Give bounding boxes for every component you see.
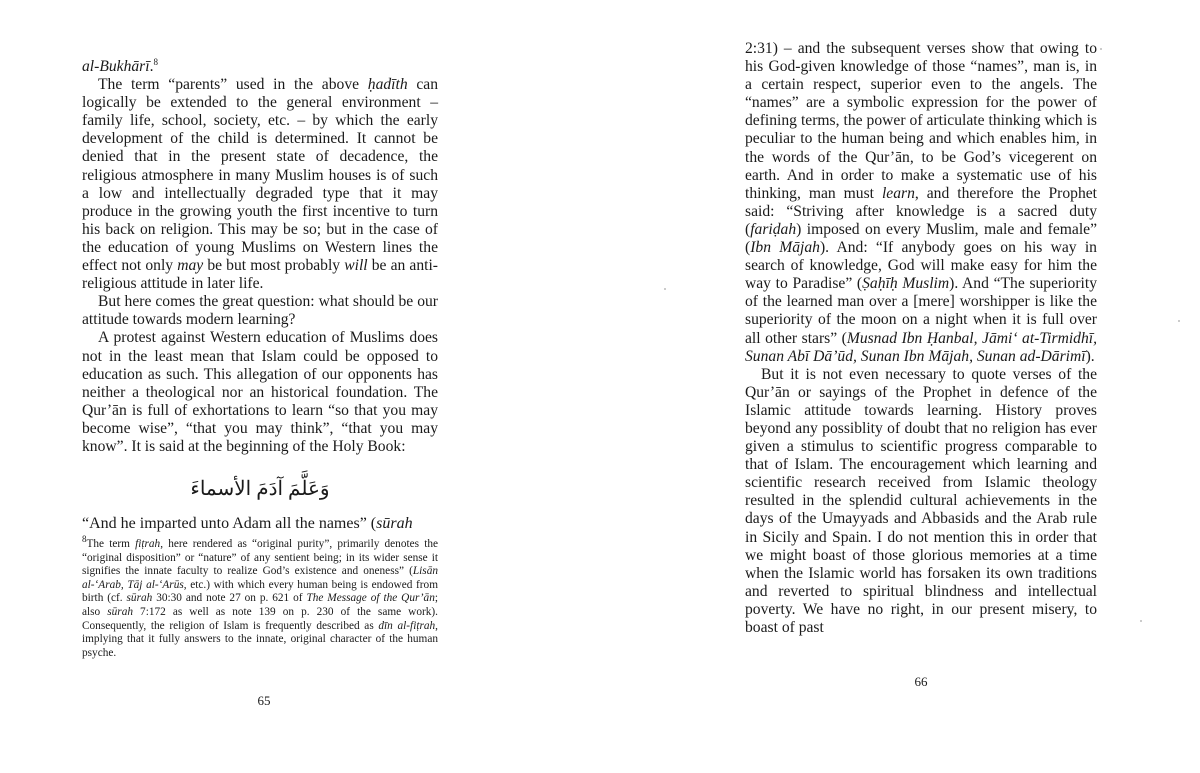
- quote-line: “And he imparted unto Adam all the names” (sūrah: [82, 515, 413, 533]
- page-number-right: 66: [914, 674, 928, 689]
- page-number-left: 65: [257, 693, 271, 708]
- left-page-body: [82, 58, 438, 456]
- paragraph-parents: The term “parents” used in the above ḥadīth can logically be extended to the general environment – family life, school, society, etc. – by which the early development of the child is determined. It cannot be denied that in the present state of decadence, the religious atmosphere in many Muslim houses is of such a low and intellectually degraded type that it may produce in the growing youth the first incentive to turn his back on religion. This may be so; but in the case of the education of young Muslims on Western lines the effect not only may be but most probably will be an anti-religious attitude in later life.: [82, 76, 438, 293]
- scan-speck: [1178, 320, 1180, 322]
- right-page-body: [745, 40, 1097, 637]
- scan-speck: [1140, 620, 1142, 622]
- left-page: [82, 58, 438, 660]
- paragraph-protest: A protest against Western education of Muslims does not in the least mean that Islam could be opposed to education as such. This allegation of our opponents has neither a theological nor an historical foundation. The Qur’ān is full of exhortations to learn “so that you may become wise”, “that you may think”, “that you may know”. It is said at the beginning of the Holy Book:: [82, 329, 438, 455]
- opening-line: al-Bukhārī.$^8$: [82, 56, 158, 75]
- footnote-marker: 8: [82, 534, 87, 545]
- paragraph-question: But here comes the great question: what should be our attitude towards modern learning?: [82, 293, 438, 329]
- paragraph-names: 2:31) – and the subsequent verses show that owing to his God-given knowledge of those “names”, man is, in a certain respect, superior even to the angels. The “names” are a symbolic expression for the power of defining terms, the power of articulate thinking which is peculiar to the human being and which enables him, in the words of the Qur’ān, to be God’s vicegerent on earth. And in order to make a systematic use of his thinking, man must learn, and therefore the Prophet said: “Striving after knowledge is a sacred duty (fariḍah) imposed on every Muslim, male and female” (Ibn Mājah). And: “If anybody goes on his way in search of knowledge, God will make easy for him the way to Paradise” (Ṣaḥīḥ Muslim). And “The superiority of the learned man over a [mere] worshipper is like the superiority of the moon on a night when it is full over all other stars” (Musnad Ibn Ḥanbal, Jāmi‘ at-Tirmidhī, Sunan Abī Dā’ūd, Sunan Ibn Mājah, Sunan ad-Dārimī).: [745, 40, 1098, 365]
- footnote: [82, 534, 438, 660]
- right-page: [745, 40, 1097, 637]
- footnote-text: $^8$The term fiṭrah, here rendered as “original purity”, primarily denotes the “original disposition” or “nature” of any sentient being; in its wider sense it signifies the innate faculty to realize God’s existence and oneness” (Lisān al-‘Arab, Tāj al-‘Arūs, etc.) with which every human being is endowed from birth (cf. sūrah 30:30 and note 27 on p. 621 of The Message of the Qur’ān; also sūrah 7:172 as well as note 139 on p. 230 of the same work). Consequently, the religion of Islam is frequently described as dīn al-fiṭrah, implying that it fully answers to the innate, original character of the human psyche.: [82, 534, 438, 659]
- arabic-verse: وَعَلَّمَ آدَمَ الأسماءَ: [190, 478, 330, 501]
- footnote-reference: 8: [153, 56, 158, 67]
- paragraph-history: But it is not even necessary to quote verses of the Qur’ān or sayings of the Prophet in defence of the Islamic attitude towards learning. History proves beyond any possiblity of doubt that no religion has ever given a stimulus to scientific progress comparable to that of Islam. The encouragement which learning and scientific research received from Islamic theology resulted in the splendid cultural achievements in the days of the Umayyads and Abbasids and the Arab rule in Sicily and Spain. I do not mention this in order that we might boast of those glorious memories at a time when the Islamic world has forsaken its own traditions and reverted to spiritual blindness and intellectual poverty. We have no right, in our present misery, to boast of past: [745, 365, 1097, 636]
- scan-speck: [664, 288, 666, 290]
- scan-speck: [1100, 48, 1102, 50]
